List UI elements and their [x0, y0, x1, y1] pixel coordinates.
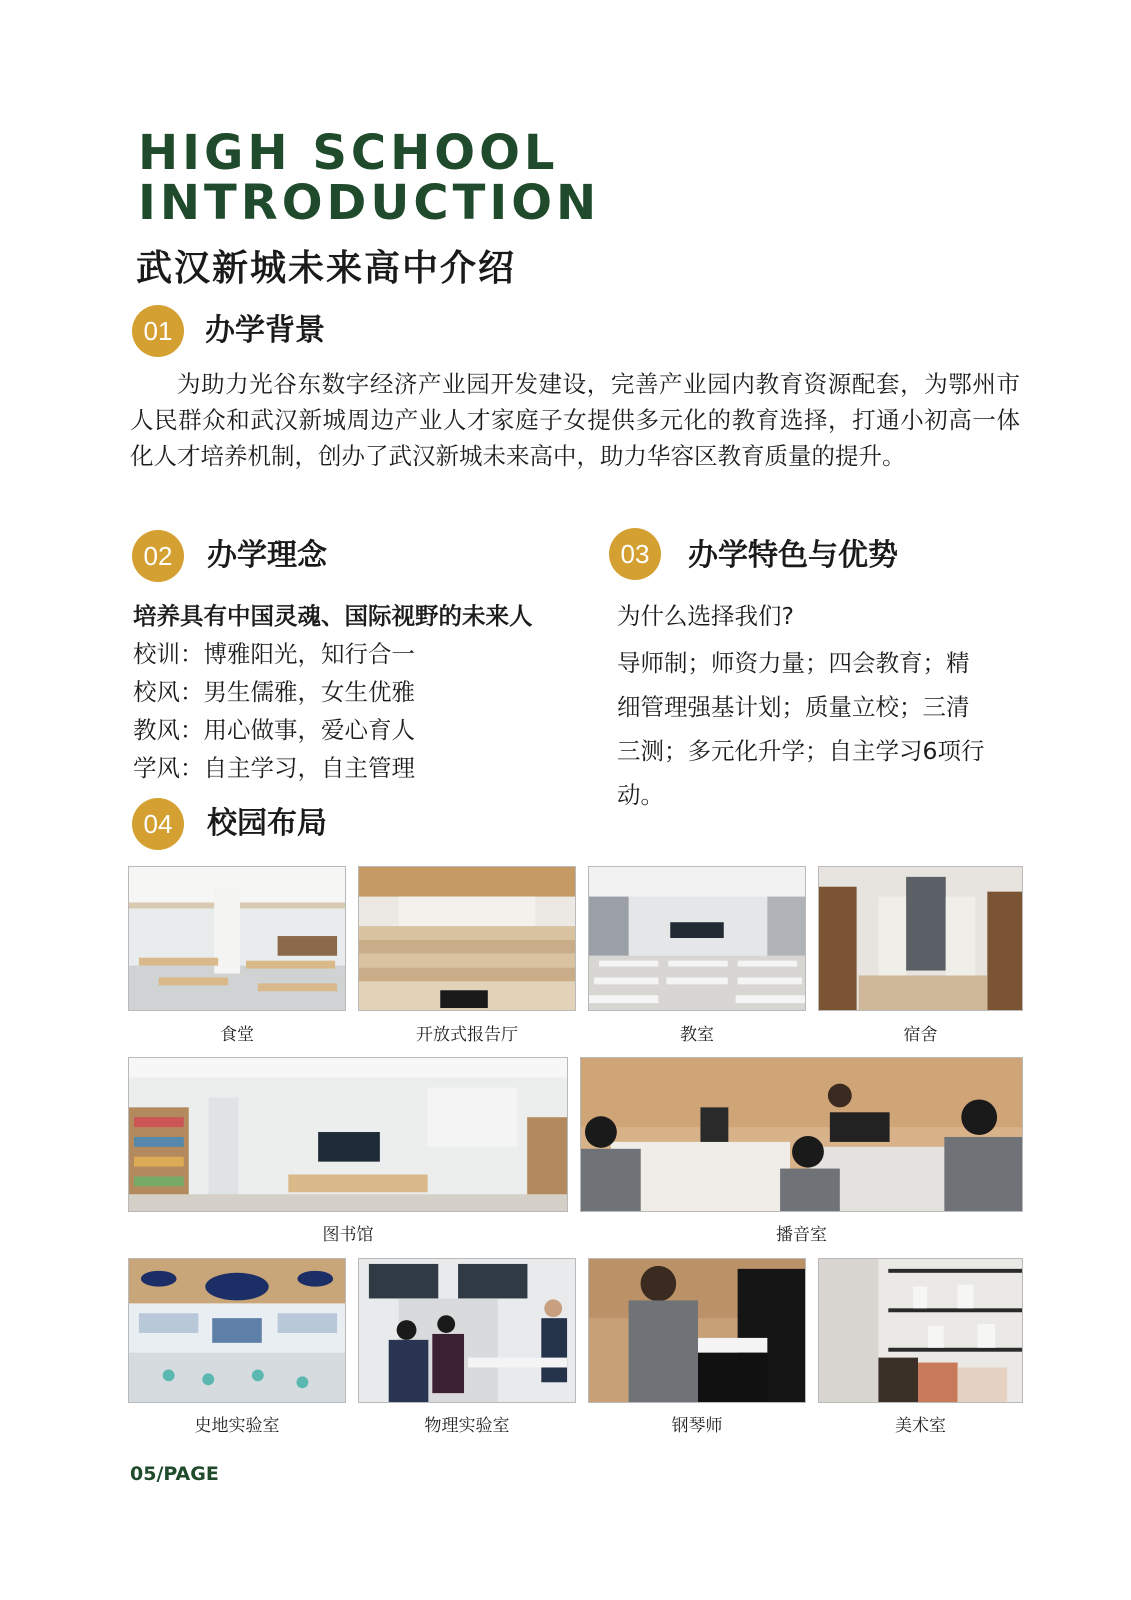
section-03-subtitle: 为什么选择我们?	[617, 602, 794, 630]
caption-library: 图书馆	[322, 1225, 374, 1245]
school-motto: 校训：博雅阳光，知行合一	[133, 640, 415, 668]
school-spirit: 校风：男生儒雅，女生优雅	[133, 678, 415, 706]
caption-art-room: 美术室	[895, 1416, 946, 1436]
dormitory-photo	[818, 866, 1023, 1011]
piano-photo	[588, 1258, 806, 1403]
canteen-photo	[128, 866, 346, 1011]
caption-history-geography-lab: 史地实验室	[194, 1416, 280, 1436]
feature-line-2: 细管理强基计划；质量立校；三清	[617, 693, 970, 721]
caption-dormitory: 宿舍	[903, 1025, 938, 1045]
feature-line-4: 动。	[617, 781, 664, 809]
section-01-paragraph: 为助力光谷东数字经济产业园开发建设，完善产业园内教育资源配套，为鄂州市人民群众和武汉新城周边产业人才家庭子女提供多元化的教育选择，打通小初高一体化人才培养机制，创办了武汉新城未来高中，助力华容区教育质量的提升。	[130, 370, 1020, 470]
study-style: 学风：自主学习，自主管理	[133, 754, 415, 782]
auditorium-photo	[358, 866, 576, 1011]
feature-line-1: 导师制；师资力量；四会教育；精	[617, 649, 970, 677]
history-geography-lab-photo	[128, 1258, 346, 1403]
english-title-line-2: INTRODUCTION	[138, 175, 601, 231]
section-02-title: 办学理念	[207, 538, 327, 573]
english-title-line-1: HIGH SCHOOL	[138, 125, 559, 181]
caption-physics-lab: 物理实验室	[424, 1416, 510, 1436]
section-04-title: 校园布局	[207, 806, 327, 841]
caption-auditorium: 开放式报告厅	[416, 1025, 518, 1045]
library-photo	[128, 1057, 568, 1212]
section-02-badge: 02	[132, 530, 184, 582]
broadcast-room-photo	[580, 1057, 1023, 1212]
section-03-badge: 03	[609, 528, 661, 580]
philosophy-motto: 培养具有中国灵魂、国际视野的未来人	[133, 602, 533, 630]
feature-line-3: 三测；多元化升学；自主学习6项行	[617, 737, 985, 765]
classroom-photo	[588, 866, 806, 1011]
section-01-title: 办学背景	[205, 313, 325, 348]
page-number: 05/PAGE	[130, 1463, 219, 1485]
section-04-badge: 04	[132, 798, 184, 850]
art-room-photo	[818, 1258, 1023, 1403]
caption-piano: 钢琴师	[671, 1416, 723, 1436]
caption-classroom: 教室	[680, 1025, 714, 1045]
physics-lab-photo	[358, 1258, 576, 1403]
caption-broadcast-room: 播音室	[776, 1225, 827, 1245]
section-01-badge: 01	[132, 305, 184, 357]
chinese-title: 武汉新城未来高中介绍	[136, 248, 517, 289]
teaching-style: 教风：用心做事，爱心育人	[133, 716, 415, 744]
section-03-title: 办学特色与优势	[688, 538, 898, 573]
caption-canteen: 食堂	[220, 1025, 254, 1045]
